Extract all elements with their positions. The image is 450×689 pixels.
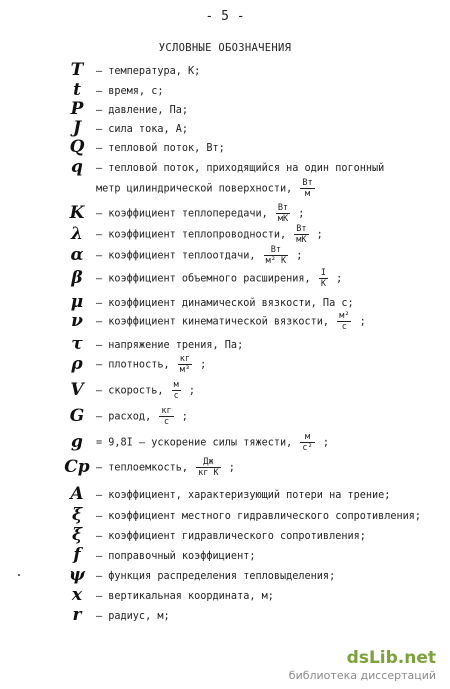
entry-symbol: r [72,605,82,625]
entry-symbol: G [69,406,85,426]
entry-symbol: μ [70,292,84,312]
entry-text-group [96,268,342,289]
entry-text: – коэффициент теплопроводности, [96,229,287,241]
entry-text-group [96,380,195,401]
fraction-denominator: с [163,417,170,427]
entry-text-group [96,406,188,427]
entry-suffix: ; [298,208,305,220]
page-number: - 5 - [205,9,245,24]
unit-fraction [276,203,290,224]
fraction-denominator: м [304,189,311,199]
entry-text: – коэффициент кинематической вязкости, [96,316,330,328]
entry-text: – коэффициент объемного расширения, [96,273,311,285]
fraction-denominator: мК [277,214,289,224]
entry-text: = 9,8I – ускорение силы тяжести, [96,437,293,449]
entry-symbol: t [73,80,81,100]
entry-suffix: ; [228,462,235,474]
entry-symbol: ν [71,311,83,331]
entry-symbol: A [70,484,84,504]
unit-fraction [178,354,192,375]
entry-text: – тепловой поток, приходящийся на один погонный [96,163,385,174]
entry-symbol: q [71,157,83,177]
entry-text: – поправочный коэффициент; [96,551,256,562]
entry-text-group [96,245,302,266]
entry-text-group [96,432,329,453]
fraction-numerator: м [173,380,179,390]
entry-text: – коэффициент теплоотдачи, [96,250,256,262]
unit-fraction [300,178,314,199]
watermark-logo: dsLib.net [346,648,436,668]
entry-text: – скорость, [96,385,164,397]
unit-fraction [159,406,173,427]
fraction-denominator: с [173,391,179,401]
entry-text: – сила тока, А; [96,124,189,135]
scan-speck [18,574,20,576]
entry-text: – расход, [96,411,152,423]
fraction-numerator: Вт [277,203,289,213]
entry-suffix: ; [336,273,343,285]
entry-text: – коэффициент, характеризующий потери на трение; [96,490,391,501]
fraction-numerator: Дж [196,457,220,468]
entry-continuation [96,178,317,199]
entry-suffix: ; [316,229,323,241]
entry-symbol: g [71,432,83,452]
fraction-numerator: Вт [296,224,307,234]
entry-symbol: Cp [64,457,90,477]
unit-fraction [319,268,328,289]
entry-suffix: ; [322,437,329,449]
entry-suffix: ; [181,411,188,423]
entry-suffix: ; [359,316,366,328]
entry-symbol: K [69,203,85,223]
entry-symbol: J [72,118,82,138]
entry-text: – плотность, [96,359,170,371]
entry-text: – коэффициент местного гидравлического сопротивления; [96,511,422,522]
entry-symbol: P [70,99,84,119]
entry-text-group [96,457,235,478]
fraction-numerator: I [320,268,326,278]
unit-fraction [172,380,181,401]
entry-symbol: τ [71,334,83,354]
entry-symbol: x [71,585,83,605]
entry-text: – коэффициент динамической вязкости, Па с; [96,298,354,309]
fraction-denominator: с² [302,443,313,453]
entry-symbol: Q [69,137,85,157]
entry-text: – тепловой поток, Вт; [96,143,225,154]
fraction-denominator: м² К [265,256,287,266]
entry-text-group [96,224,323,245]
fraction-denominator: К [320,279,326,289]
fraction-denominator: с [341,322,347,332]
entry-text: – вертикальная координата, м; [96,591,274,602]
entry-text: – теплоемкость, [96,462,189,474]
page-heading: УСЛОВНЫЕ ОБОЗНАЧЕНИЯ [158,42,292,54]
fraction-numerator: Вт [264,245,288,256]
fraction-numerator: кг [179,354,190,364]
entry-symbol: f [73,545,81,565]
fraction-numerator: м² [339,311,350,321]
entry-text: – температура, К; [96,66,201,77]
entry-suffix: ; [188,385,196,397]
entry-continuation-text: метр цилиндрической поверхности, [96,183,293,195]
unit-fraction [337,311,351,332]
entry-symbol: ψ [68,565,85,585]
unit-fraction [294,224,308,245]
entry-text: – коэффициент гидравлического сопротивления; [96,531,366,542]
fraction-denominator: кг К [198,468,219,478]
entry-text-group [96,311,366,332]
entry-text: – радиус, м; [96,611,170,622]
fraction-numerator: м [300,432,314,443]
entry-text: – коэффициент теплопередачи, [96,208,268,220]
entry-symbol: ρ [71,354,83,374]
watermark-subtitle: библиотека диссертаций [288,669,436,682]
fraction-numerator: Вт [302,178,313,188]
entry-symbol: T [70,60,84,80]
fraction-denominator: мК [296,235,307,245]
entry-symbol: α [70,245,84,265]
unit-fraction [264,245,288,266]
entry-symbol: ξ [71,505,83,525]
fraction-denominator: м³ [179,365,190,375]
entry-symbol: β [71,268,83,288]
entry-text: – давление, Па; [96,105,189,116]
entry-text-group [96,203,304,224]
entry-symbol: ξ [71,525,83,545]
entry-text: – функция распределения тепловыделения; [96,571,336,582]
entry-text: – напряжение трения, Па; [96,340,244,351]
entry-suffix: ; [296,250,303,262]
unit-fraction [196,457,220,478]
fraction-numerator: кг [161,406,172,416]
entry-text: – время, с; [96,86,164,97]
unit-fraction [300,432,314,453]
entry-suffix: ; [200,359,207,371]
entry-symbol: λ [71,224,83,244]
entry-text-group [96,354,206,375]
entry-symbol: V [70,380,84,400]
